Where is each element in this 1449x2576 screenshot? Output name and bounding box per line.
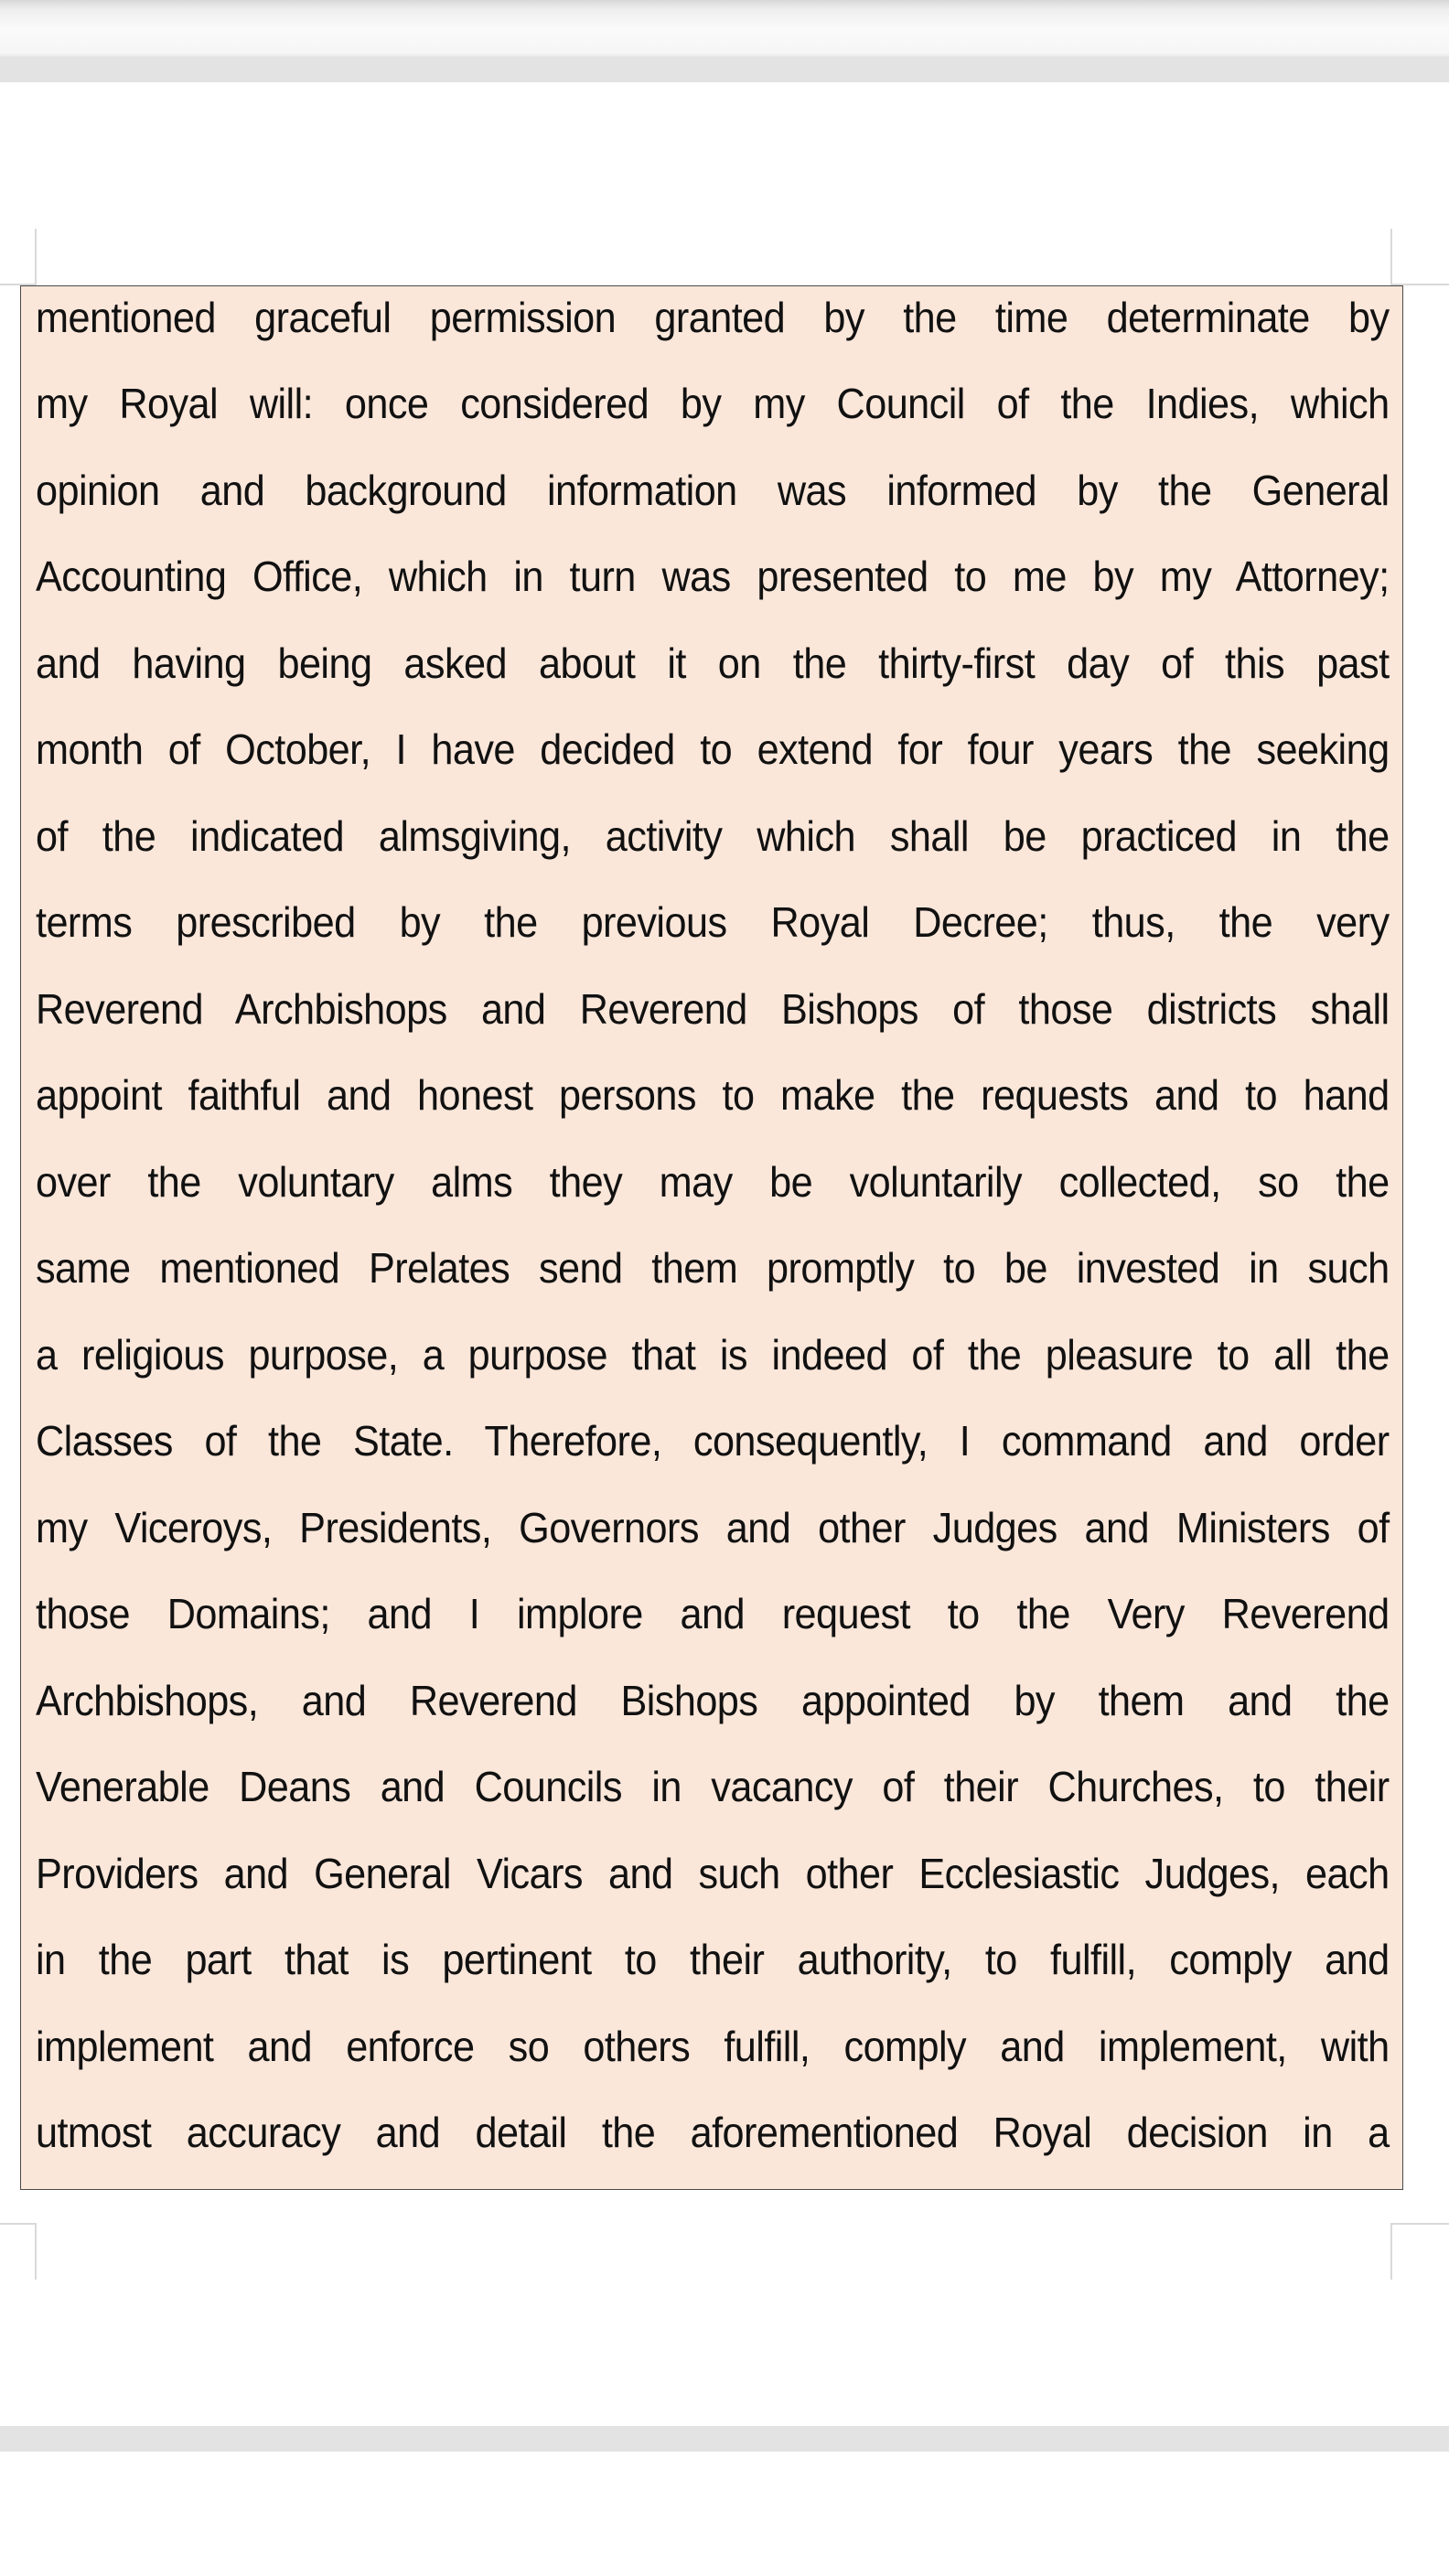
text-line: mentioned graceful permission granted by the time determinate by — [36, 294, 1390, 341]
text-line: same mentioned Prelates send them promptly to be invested in such — [36, 1244, 1390, 1292]
text-line: Venerable Deans and Councils in vacancy of their Churches, to their — [36, 1763, 1390, 1810]
page-separator — [0, 2426, 1449, 2452]
text-line: those Domains; and I implore and request to the Very Reverend — [36, 1590, 1390, 1637]
text-line: my Viceroys, Presidents, Governors and other Judges and Ministers of — [36, 1504, 1390, 1551]
crop-mark — [35, 2223, 37, 2280]
text-line: of the indicated almsgiving, activity which shall be practiced in the — [36, 812, 1390, 860]
text-line: in the part that is pertinent to their authority, to fulfill, comply and — [36, 1936, 1390, 1983]
text-line: opinion and background information was informed by the General — [36, 467, 1390, 514]
crop-mark — [1390, 2223, 1449, 2225]
text-line: my Royal will: once considered by my Council of the Indies, which — [36, 380, 1390, 427]
crop-mark — [1390, 2223, 1392, 2280]
text-frame[interactable] — [20, 285, 1403, 2190]
text-line: month of October, I have decided to extend for four years the seeking — [36, 725, 1390, 773]
text-line: Classes of the State. Therefore, consequently, I command and order — [36, 1417, 1390, 1465]
page-separator — [0, 57, 1449, 82]
text-line: utmost accuracy and detail the aforementioned Royal decision in a — [36, 2109, 1390, 2156]
crop-mark — [1390, 229, 1392, 285]
text-line: a religious purpose, a purpose that is indeed of the pleasure to all the — [36, 1331, 1390, 1379]
text-line: Accounting Office, which in turn was presented to me by my Attorney; — [36, 553, 1390, 600]
crop-mark — [0, 2223, 37, 2225]
text-line: terms prescribed by the previous Royal Decree; thus, the very — [36, 898, 1390, 946]
document-page[interactable] — [0, 2452, 1449, 2576]
text-line: Reverend Archbishops and Reverend Bishops of those districts shall — [36, 985, 1390, 1033]
toolbar-shadow — [0, 0, 1449, 57]
text-line: appoint faithful and honest persons to make the requests and to hand — [36, 1071, 1390, 1119]
text-line: implement and enforce so others fulfill, comply and implement, with — [36, 2023, 1390, 2070]
text-line: and having being asked about it on the thirty-first day of this past — [36, 639, 1390, 687]
text-line: over the voluntary alms they may be voluntarily collected, so the — [36, 1158, 1390, 1206]
crop-mark — [35, 229, 37, 285]
text-line: Providers and General Vicars and such other Ecclesiastic Judges, each — [36, 1850, 1390, 1897]
text-line: Archbishops, and Reverend Bishops appointed by them and the — [36, 1677, 1390, 1724]
